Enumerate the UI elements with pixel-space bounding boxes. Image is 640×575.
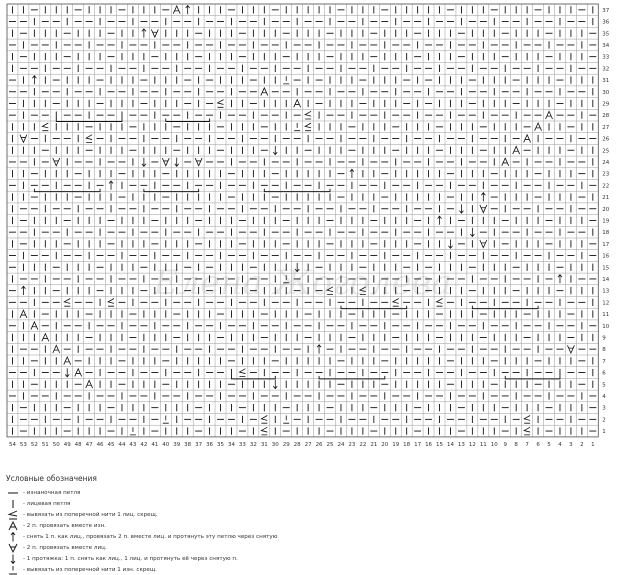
purl-two-together xyxy=(535,123,542,131)
column-number: 32 xyxy=(249,441,257,448)
row-number: 4 xyxy=(602,393,606,400)
column-number: 52 xyxy=(30,441,38,448)
row-number: 29 xyxy=(602,101,610,108)
purl-two-together-icon xyxy=(6,521,20,531)
row-number: 5 xyxy=(602,382,606,389)
column-number: 27 xyxy=(304,441,312,448)
column-number: 50 xyxy=(52,441,60,448)
row-number: 1 xyxy=(602,429,606,436)
cable-bracket xyxy=(166,119,210,122)
purl-two-together xyxy=(31,322,38,330)
legend-item xyxy=(6,542,636,553)
watermark-text: Елена Жоголева xyxy=(153,263,452,304)
legend-item-label: - 1 протяжка: 1 п. снять как лиц., 1 лиц. и протянуть её через снятую п. xyxy=(23,555,238,562)
knit-two-together xyxy=(20,135,27,143)
knit-two-together xyxy=(195,158,202,166)
row-number: 37 xyxy=(602,7,610,14)
row-number: 23 xyxy=(602,171,610,178)
column-number: 21 xyxy=(370,441,378,448)
increase-purl-icon xyxy=(6,565,20,575)
legend-list xyxy=(6,488,636,575)
legend-item-label: - снять 1 п. как лиц., провязать 2 п. вместе лиц. и протянуть эту петлю через снятую xyxy=(23,534,278,540)
column-number: 47 xyxy=(85,441,93,448)
row-number: 10 xyxy=(602,323,610,330)
purl-two-together xyxy=(502,158,509,166)
column-number: 26 xyxy=(315,441,323,448)
row-number: 13 xyxy=(602,288,610,295)
pull-through-arrow xyxy=(273,146,277,155)
purl-two-together xyxy=(546,111,553,119)
column-number: 1 xyxy=(591,441,595,448)
increase-knit xyxy=(524,427,530,435)
increase-knit xyxy=(261,416,267,424)
increase-purl xyxy=(294,123,300,131)
row-number: 8 xyxy=(602,347,606,354)
knit-two-together xyxy=(567,345,574,353)
column-number: 22 xyxy=(359,441,367,448)
column-number: 15 xyxy=(436,441,444,448)
column-number: 23 xyxy=(348,441,356,448)
purl-two-together xyxy=(294,100,301,108)
slip-pass-arrow xyxy=(32,76,36,85)
column-number: 53 xyxy=(19,441,27,448)
slip-pass-arrow xyxy=(21,286,25,295)
row-number: 31 xyxy=(602,78,610,85)
column-number: 14 xyxy=(446,441,454,448)
column-number: 5 xyxy=(547,441,551,448)
row-number: 22 xyxy=(602,183,610,190)
legend-item xyxy=(6,521,636,532)
legend xyxy=(6,474,636,575)
column-number: 38 xyxy=(184,441,192,448)
row-number: 20 xyxy=(602,206,610,213)
slip-pass-arrow xyxy=(142,29,146,38)
purl-two-together xyxy=(86,380,93,388)
knit-bar-icon xyxy=(6,499,20,509)
legend-item-label: - вывязать из поперечной нити 1 изн. скрещ. xyxy=(23,566,157,573)
grid-lines xyxy=(7,4,598,437)
row-number: 9 xyxy=(602,335,606,342)
column-number: 6 xyxy=(536,441,540,448)
column-number: 44 xyxy=(118,441,126,448)
column-number: 29 xyxy=(282,441,290,448)
row-number: 16 xyxy=(602,253,610,260)
knit-two-together xyxy=(151,29,158,37)
legend-item xyxy=(6,553,636,564)
purl-two-together xyxy=(261,88,268,96)
row-number: 30 xyxy=(602,89,610,96)
pull-through-arrow-down-icon xyxy=(6,554,20,564)
pull-through-arrow xyxy=(142,158,146,167)
slip-pass-arrow xyxy=(317,345,321,354)
column-number: 43 xyxy=(129,441,137,448)
row-number: 25 xyxy=(602,148,610,155)
column-number: 31 xyxy=(260,441,268,448)
column-number: 28 xyxy=(293,441,301,448)
increase-knit-icon xyxy=(6,510,20,520)
cable-bracket xyxy=(319,376,385,379)
increase-purl xyxy=(283,76,289,84)
row-number: 28 xyxy=(602,113,610,120)
row-number: 12 xyxy=(602,300,610,307)
purl-two-together xyxy=(20,310,27,318)
pull-through-arrow xyxy=(273,380,277,389)
slip-pass-arrow xyxy=(481,193,485,202)
slip-pass-arrow xyxy=(350,169,354,178)
increase-purl xyxy=(163,416,169,424)
column-number: 7 xyxy=(525,441,529,448)
column-number: 9 xyxy=(503,441,507,448)
knit-two-together xyxy=(162,158,169,166)
increase-knit xyxy=(64,299,70,307)
legend-item-label: - вывязать из поперечной нити 1 лиц. скрещ. xyxy=(23,512,158,519)
legend-item-label: - 2 п. провязать вместе лиц. xyxy=(23,544,107,551)
column-number: 42 xyxy=(140,441,148,448)
pull-through-arrow xyxy=(448,240,452,249)
purl-two-together xyxy=(173,6,180,14)
column-number: 45 xyxy=(107,441,115,448)
legend-title: Условные обозначения xyxy=(6,474,97,483)
row-number: 19 xyxy=(602,218,610,225)
purl-two-together xyxy=(64,357,71,365)
cable-bracket xyxy=(472,306,538,309)
row-number: 18 xyxy=(602,230,610,237)
row-number: 35 xyxy=(602,31,610,38)
row-number: 34 xyxy=(602,42,610,49)
row-number: 27 xyxy=(602,124,610,131)
row-number: 21 xyxy=(602,195,610,202)
column-number: 11 xyxy=(479,441,487,448)
column-number: 13 xyxy=(457,441,465,448)
row-number: 3 xyxy=(602,405,606,412)
column-number: 19 xyxy=(392,441,400,448)
increase-knit xyxy=(305,123,311,131)
row-number: 11 xyxy=(602,312,610,319)
column-number: 3 xyxy=(569,441,573,448)
column-number: 30 xyxy=(271,441,279,448)
increase-knit xyxy=(86,135,92,143)
column-number: 8 xyxy=(514,441,518,448)
column-number: 4 xyxy=(558,441,562,448)
legend-item-label: - лицевая петля xyxy=(23,501,71,508)
column-number: 25 xyxy=(326,441,334,448)
row-number: 15 xyxy=(602,265,610,272)
legend-item xyxy=(6,510,636,521)
column-number: 18 xyxy=(403,441,411,448)
column-number: 41 xyxy=(151,441,159,448)
increase-knit xyxy=(108,299,114,307)
column-number: 2 xyxy=(580,441,584,448)
cable-bracket xyxy=(264,189,330,192)
column-number: 39 xyxy=(173,441,181,448)
knit-two-together xyxy=(480,205,487,213)
column-number: 36 xyxy=(206,441,214,448)
legend-item xyxy=(6,488,636,499)
legend-item xyxy=(6,532,636,543)
column-number: 20 xyxy=(381,441,389,448)
knit-two-together xyxy=(53,158,60,166)
purl-two-together xyxy=(75,369,82,377)
slip-pass-arrow xyxy=(558,275,562,284)
cable-bracket xyxy=(34,189,100,192)
increase-knit xyxy=(261,427,267,435)
column-number: 33 xyxy=(238,441,246,448)
column-number: 16 xyxy=(425,441,433,448)
row-number: 33 xyxy=(602,54,610,61)
column-number: 37 xyxy=(195,441,203,448)
column-number: 12 xyxy=(468,441,476,448)
increase-knit xyxy=(305,111,311,119)
legend-item xyxy=(6,499,636,510)
knit-two-together-icon xyxy=(6,543,20,553)
row-number: 2 xyxy=(602,417,606,424)
knit-two-together xyxy=(480,240,487,248)
row-number: 36 xyxy=(602,19,610,26)
column-number: 40 xyxy=(162,441,170,448)
pull-through-arrow xyxy=(175,158,179,167)
row-number: 26 xyxy=(602,136,610,143)
column-number: 10 xyxy=(490,441,498,448)
pull-through-arrow xyxy=(459,204,463,213)
increase-knit xyxy=(42,123,48,131)
cable-bracket xyxy=(56,119,122,122)
pull-through-arrow xyxy=(65,368,69,377)
column-number: 35 xyxy=(217,441,225,448)
increase-knit xyxy=(239,369,245,377)
column-number: 51 xyxy=(41,441,49,448)
increase-knit xyxy=(524,416,530,424)
purl-two-together xyxy=(524,135,531,143)
column-number: 34 xyxy=(227,441,235,448)
cable-bracket xyxy=(231,376,275,379)
slip-knit-pass-arrow-icon xyxy=(6,532,20,542)
legend-item-label: - 2 п. провязать вместе изн. xyxy=(23,523,106,530)
column-number: 17 xyxy=(414,441,422,448)
row-number: 14 xyxy=(602,276,610,283)
legend-item-label: - изнаночная петля xyxy=(23,490,81,497)
pull-through-arrow xyxy=(470,228,474,237)
column-number: 48 xyxy=(74,441,82,448)
row-number: 17 xyxy=(602,241,610,248)
column-number: 24 xyxy=(337,441,345,448)
purl-two-together xyxy=(42,334,49,342)
row-number: 6 xyxy=(602,370,606,377)
column-number: 49 xyxy=(63,441,71,448)
slip-pass-arrow xyxy=(186,6,190,15)
column-number: 54 xyxy=(8,441,16,448)
slip-pass-arrow xyxy=(438,216,442,225)
increase-knit xyxy=(218,100,224,108)
slip-pass-arrow xyxy=(109,181,113,190)
row-number: 24 xyxy=(602,159,610,166)
legend-item xyxy=(6,564,636,575)
purl-dash-icon xyxy=(6,488,20,498)
purl-two-together xyxy=(513,146,520,154)
column-number: 46 xyxy=(96,441,104,448)
increase-purl xyxy=(130,427,136,435)
row-number: 32 xyxy=(602,66,610,73)
increase-purl xyxy=(283,416,289,424)
row-number: 7 xyxy=(602,358,606,365)
purl-two-together xyxy=(53,345,60,353)
